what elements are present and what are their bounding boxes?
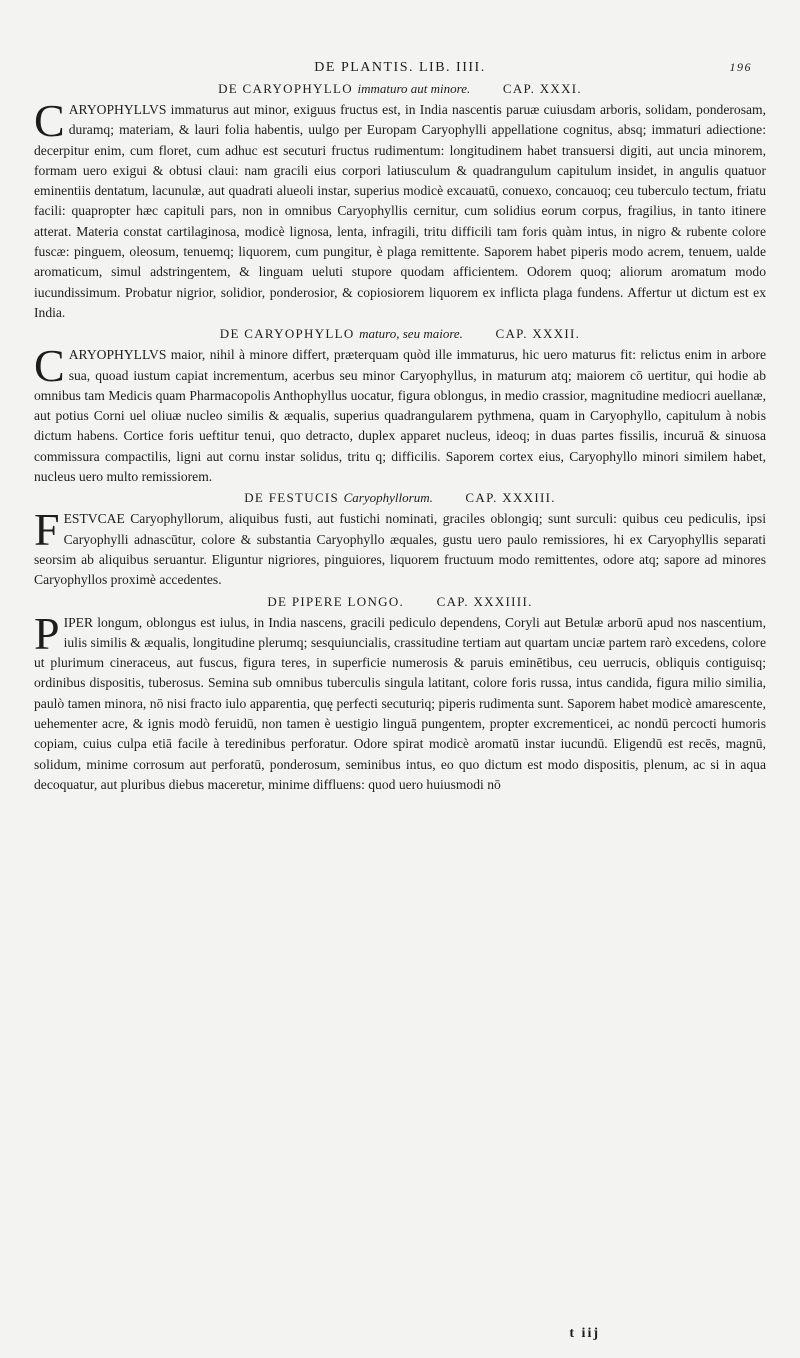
chapter-heading — [34, 489, 766, 507]
chapter-number: CAP. XXXIII. — [465, 490, 556, 506]
page-number: 196 — [729, 60, 752, 74]
running-head-title: DE PLANTIS. LIB. IIII. — [314, 60, 486, 75]
chapter-text: CARYOPHYLLVS immaturus aut minor, exiguus fructus est, in India nascentis paruæ cuiusdam arboris, solidam, ponderosam, duramq; materiam, & lauri folia habentis, uulgo per Europam Caryophylli appellatione cognitus, absq; immaturi adiectione: decerpitur enim, cum floret, cum adhuc est secuturi fructus rudimentum: longitudinem habet transuersi digiti, aut uncia minorem, formam uero exigui & obtusi claui: nam gracili eius corpori latiusculum & quadrangulum capitulum insidet, in angulis quatuor eminentiis dentatum, lacunulæ, aut quadrati alueoli instar, superius modicè excauatū, conuexo, concauoq; ceu tuberculo tectum, friatu facili: quapropter hæc capituli pars, non in omnibus Caryophyllis cernitur, cum solidius eorum corpus, fragilius, in tanto itinere atterat. Materia constat cartilaginosa, modicè lignosa, lenta, infragili, tritu difficili tam foris quàm intus, in nigro & rubente colore fuscæ: pinguem, oleosum, tenuemq; liquorem, cum pungitur, è plaga remittente. Saporem habet piperis modo acrem, tenuem, ualde aromaticum, simul adstringentem, & linguam ueluti stupore quodam afficientem. Odorem quoq; aliorum aromatum modo iucundissimum. Probatur nigrior, solidior, ponderosior, & copiosiorem liquorem ex inflicta plaga fundens. Affertur ut dictum est ex India. — [34, 95, 766, 320]
chapter-heading-title: DE PIPERE LONGO. — [267, 593, 405, 609]
chapter-heading — [34, 80, 766, 98]
chapter-number: CAP. XXXI. — [502, 81, 582, 96]
body-text — [34, 80, 766, 797]
chapter-heading-title: DE FESTUCIS — [244, 490, 340, 506]
chapter-heading-italic: immaturo aut minore. — [357, 81, 471, 96]
chapter-text: CARYOPHYLLVS maior, nihil à minore differt, præterquam quòd ille immaturus, hic uero maturus fit: relictus enim in arbore sua, quoad iustum capiat incrementum, acerbus seu minor Caryophyllus, in maturum atq; maiorem cō uertitur, qui hodie ab omnibus tam Medicis quam Pharmacopolis Anthophyllus uocatur, figura oblongus, in medio crassior, magnitudine mediocri auellanæ, aut potius Corni uel oliuæ nucleo similis & æqualis, superius quadrangularem pythmena, quam in Caryophyllo, capitulum à nobis dictum habens. Cortice foris ueftitur tenui, quo detracto, duplex apparet nucleus, ideoq; in duas partes fissilis, incuruā & sinuosa commissura compactilis, ligni aut cornu instar solidus, tritu q; difficilis. Saporem cortex eius, Caryophyllo minori similem habet, nucleus uero multo remissiorem. — [34, 340, 766, 485]
chapter-heading-title: DE CARYOPHYLLO — [219, 326, 355, 342]
chapter-heading — [34, 325, 766, 343]
running-head — [0, 60, 800, 82]
chapter-heading-italic: maturo, seu maiore. — [359, 326, 463, 342]
chapter-number: CAP. XXXII. — [495, 326, 581, 342]
chapter-heading-title: DE CARYOPHYLLO — [218, 81, 353, 96]
chapter-text: PIPER longum, oblongus est iulus, in India nascens, gracili pediculo dependens, Coryli aut Betulæ arborū apud nos nascentium, iulis similis & æqualis, longitudine plerumq; sesquiuncialis, crassitudine tertiam aut quartam unciæ partem rarò excedens, colore ut plurimum cineraceus, aut fuscus, figura teres, in superficie numerosis & paruis eminētibus, ceu uerrucis, obliquis contiguisq; ordinibus dispositis, tuberosus. Semina sub omnibus tuberculis singula latitant, colore foris russa, intus candida, figura milio similia, paulò tamen minora, nō nisi fracto iulo apparentia, quę perfecti secuturiq; piperis rudimenta sunt. Saporem habet modicè amarescente, uehementer acre, & ignis modò feruidū, non tamen è uestigio linguā pungentem, propter excrementicei, ac nondū percocti humoris copiam, cuius culpa etiā facile à teredinibus perforatur. Odore spirat modicè aromatū instar iucundū. Eligendū est recēs, magnū, solidum, minime corrosum aut perforatū, ponderosum, seminibus intus, eo quo dictum est modo dispositis, plenum, ac si in aqua decoquatur, aut pluribus diebus maceretur, minime diffluens: quod uero huiusmodi nō — [34, 607, 766, 792]
chapter-heading — [34, 593, 766, 611]
signature-mark: t iij — [569, 1326, 600, 1341]
chapter-number: CAP. XXXIIII. — [436, 593, 533, 609]
chapter-heading-italic: Caryophyllorum. — [343, 490, 433, 506]
chapter-text: FESTVCAE Caryophyllorum, aliquibus fusti, aut fustichi nominati, graciles oblongiq; sunt surculi: quibus ceu pediculis, ipsi Caryophylli adnascūtur, colore & substantia Caryophyllo æquales, gustu uero paulo remissiores, hi ex Caryophyllis separati seorsim ab aliquibus seruantur. Eliguntur nigriores, pinguiores, liquorem fructuum modo remittentes, odore atq; sapore ad minores Caryophyllos proximè accedentes. — [34, 504, 766, 588]
